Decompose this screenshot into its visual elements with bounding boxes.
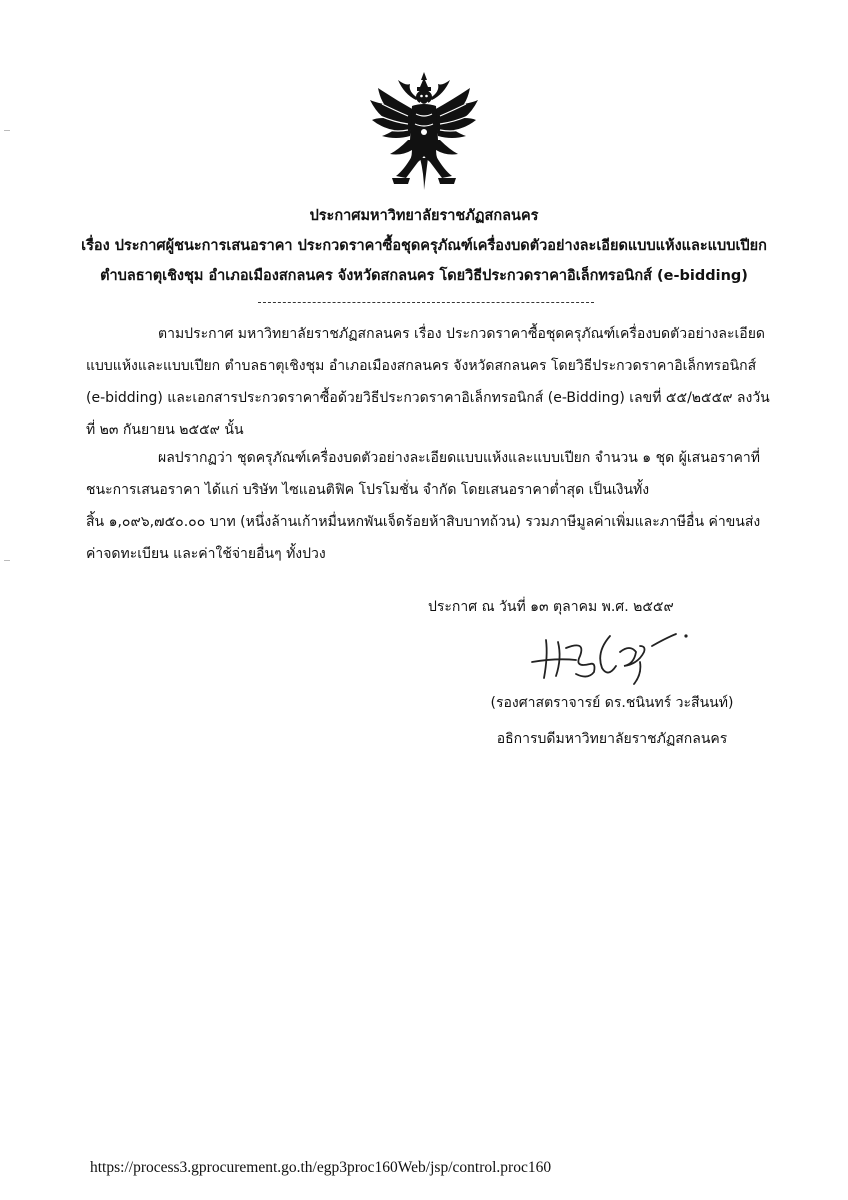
handwritten-signature-icon	[516, 622, 692, 686]
signer-position: อธิการบดีมหาวิทยาลัยราชภัฏสกลนคร	[496, 731, 728, 747]
scan-artifact	[4, 130, 10, 131]
scan-artifact	[4, 560, 10, 561]
garuda-emblem-icon	[368, 70, 480, 192]
announcement-date: ประกาศ ณ วันที่ ๑๓ ตุลาคม พ.ศ. ๒๕๕๙	[428, 599, 674, 615]
heading-divider	[258, 302, 594, 303]
body-paragraph-1	[86, 318, 798, 446]
paragraph-line: ชนะการเสนอราคา ได้แก่ บริษัท ไซแอนติฟิค โปรโมชั่น จำกัด โดยเสนอราคาต่ำสุด เป็นเงินทั้ง	[86, 482, 650, 498]
paragraph-line: ตามประกาศ มหาวิทยาลัยราชภัฏสกลนคร เรื่อง ประกวดราคาซื้อชุดครุภัณฑ์เครื่องบดตัวอย่างละเอียด	[158, 326, 765, 342]
document-title: ประกาศมหาวิทยาลัยราชภัฏสกลนคร	[309, 208, 539, 224]
paragraph-line: แบบแห้งและแบบเปียก ตำบลธาตุเชิงชุม อำเภอเมืองสกลนคร จังหวัดสกลนคร โดยวิธีประกวดราคาอิเล็กทรอนิกส์	[86, 358, 757, 374]
paragraph-line: ที่ ๒๓ กันยายน ๒๕๕๙ นั้น	[86, 422, 244, 438]
paragraph-line: (e-bidding) และเอกสารประกวดราคาซื้อด้วยวิธีประกวดราคาอิเล็กทรอนิกส์ (e-Bidding) เลขที่ ๕๕/๒๕๕๙ ลงวัน	[86, 390, 770, 406]
paragraph-line: ค่าจดทะเบียน และค่าใช้จ่ายอื่นๆ ทั้งปวง	[86, 546, 326, 562]
footer-url: https://process3.gprocurement.go.th/egp3proc160Web/jsp/control.proc160	[90, 1159, 552, 1176]
document-subject-line-1: เรื่อง ประกาศผู้ชนะการเสนอราคา ประกวดราคาซื้อชุดครุภัณฑ์เครื่องบดตัวอย่างละเอียดแบบแห้งและแบบเปียก	[81, 238, 767, 254]
signer-name: (รองศาสตราจารย์ ดร.ชนินทร์ วะสีนนท์)	[490, 695, 734, 711]
body-paragraph-2	[86, 442, 798, 570]
paragraph-line: ผลปรากฏว่า ชุดครุภัณฑ์เครื่องบดตัวอย่างละเอียดแบบแห้งและแบบเปียก จำนวน ๑ ชุด ผู้เสนอราคาที่	[158, 450, 761, 466]
paragraph-line: สิ้น ๑,๐๙๖,๗๕๐.๐๐ บาท (หนึ่งล้านเก้าหมื่นหกพันเจ็ดร้อยห้าสิบบาทถ้วน) รวมภาษีมูลค่าเพิ่มและภาษีอื่น ค่าขนส่ง	[86, 514, 761, 530]
document-subject-line-2: ตำบลธาตุเชิงชุม อำเภอเมืองสกลนคร จังหวัดสกลนคร โดยวิธีประกวดราคาอิเล็กทรอนิกส์ (e-bidding)	[100, 268, 748, 284]
